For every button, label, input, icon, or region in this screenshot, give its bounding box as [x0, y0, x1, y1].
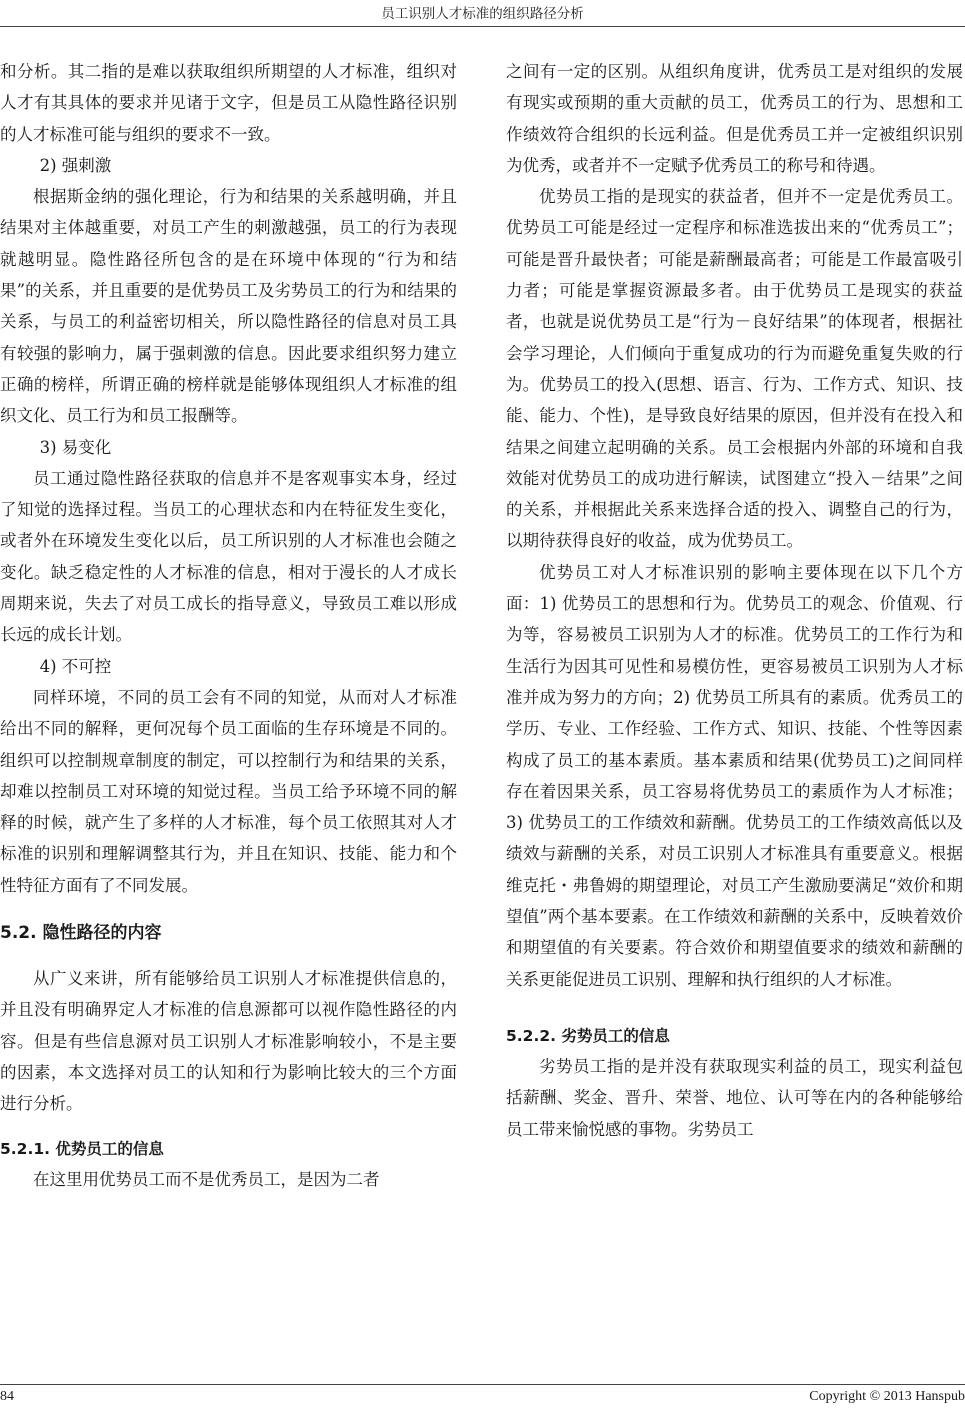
paragraph: 同样环境，不同的员工会有不同的知觉，从而对人才标准给出不同的解释，更何况每个员工面临的生存环境是不同的。组织可以控制规章制度的制定，可以控制行为和结果的关系，却难以控制员工对环境的知觉过程。当员工给予环境不同的解释的时候，就产生了多样的人才标准，每个员工依照其对人才标准的识别和理解调整其行为，并且在知识、技能、能力和个性特征方面有了不同发展。	[0, 687, 457, 895]
paragraph: 在这里用优势员工而不是优秀员工，是因为二者	[33, 1169, 380, 1189]
footer-rule	[0, 1384, 965, 1385]
copyright-notice: Copyright © 2013 Hanspub	[809, 1389, 965, 1404]
paragraph: 根据斯金纳的强化理论，行为和结果的关系越明确，并且结果对主体越重要，对员工产生的刺激越强，员工的行为表现就越明显。隐性路径所包含的是在环境中体现的“行为和结果”的关系，并且重要的是优势员工及劣势员工的行为和结果的关系，与员工的利益密切相关，所以隐性路径的信息对员工具有较强的影响力，属于强刺激的信息。因此要求组织努力建立正确的榜样，所谓正确的榜样就是能够体现组织人才标准的组织文化、员工行为和员工报酬等。	[0, 187, 457, 426]
subsection-heading: 5.2.1. 优势员工的信息	[0, 1139, 164, 1158]
paragraph: 之间有一定的区别。从组织角度讲，优秀员工是对组织的发展有现实或预期的重大贡献的员工，优秀员工的行为、思想和工作绩效符合组织的长远利益。但是优秀员工并一定被组织识别为优秀，或者并不一定赋予优秀员工的称号和待遇。	[506, 62, 963, 175]
paragraph: 劣势员工指的是并没有获取现实利益的员工，现实利益包括薪酬、奖金、晋升、荣誉、地位、认可等在内的各种能够给员工带来愉悦感的事物。劣势员工	[506, 1056, 963, 1139]
list-item-heading: 4) 不可控	[39, 656, 112, 676]
section-heading: 5.2. 隐性路径的内容	[0, 923, 162, 944]
paragraph: 和分析。其二指的是难以获取组织所期望的人才标准，组织对人才有其具体的要求并见诸于文字，但是员工从隐性路径识别的人才标准可能与组织的要求不一致。	[0, 62, 457, 144]
running-header: 员工识别人才标准的组织路径分析	[381, 6, 584, 22]
list-item-heading: 2) 强刺激	[39, 155, 112, 175]
right-column	[506, 56, 963, 1145]
paragraph: 优势员工指的是现实的获益者，但并不一定是优秀员工。优势员工可能是经过一定程序和标准选拔出来的“优秀员工”；可能是晋升最快者；可能是薪酬最高者；可能是工作最富吸引力者；可能是掌握资源最多者。由于优势员工是现实的获益者，也就是说优势员工是“行为－良好结果”的体现者，根据社会学习理论，人们倾向于重复成功的行为而避免重复失败的行为。优势员工的投入(思想、语言、行为、工作方式、知识、技能、能力、个性)，是导致良好结果的原因，但并没有在投入和结果之间建立起明确的关系。员工会根据内外部的环境和自我效能对优势员工的成功进行解读，试图建立“投入－结果”之间的关系，并根据此关系来选择合适的投入、调整自己的行为，以期待获得良好的收益，成为优势员工。	[506, 187, 963, 551]
subsection-heading: 5.2.2. 劣势员工的信息	[506, 1026, 670, 1045]
paragraph: 从广义来讲，所有能够给员工识别人才标准提供信息的，并且没有明确界定人才标准的信息源都可以视作隐性路径的内容。但是有些信息源对员工识别人才标准影响较小，不是主要的因素，本文选择对员工的认知和行为影响比较大的三个方面进行分析。	[0, 969, 457, 1114]
paragraph: 员工通过隐性路径获取的信息并不是客观事实本身，经过了知觉的选择过程。当员工的心理状态和内在特征发生变化，或者外在环境发生变化以后，员工所识别的人才标准也会随之变化。缺乏稳定性的人才标准的信息，相对于漫长的人才成长周期来说，失去了对员工成长的指导意义，导致员工难以形成长远的成长计划。	[0, 468, 457, 645]
left-column	[0, 56, 457, 1195]
paragraph: 优势员工对人才标准识别的影响主要体现在以下几个方面：1) 优势员工的思想和行为。优势员工的观念、价值观、行为等，容易被员工识别为人才的标准。优势员工的工作行为和生活行为因其可见性和易模仿性，更容易被员工识别为人才标准并成为努力的方向；2) 优势员工所具有的素质。优秀员工的学历、专业、工作经验、工作方式、知识、技能、个性等因素构成了员工的基本素质。基本素质和结果(优势员工)之间同样存在着因果关系，员工容易将优势员工的素质作为人才标准；3) 优势员工的工作绩效和薪酬。优势员工的工作绩效高低以及绩效与薪酬的关系，对员工识别人才标准具有重要意义。根据维克托・弗鲁姆的期望理论，对员工产生激励要满足“效价和期望值”两个基本要素。在工作绩效和薪酬的关系中，反映着效价和期望值的有关要素。符合效价和期望值要求的绩效和薪酬的关系更能促进员工识别、理解和执行组织的人才标准。	[506, 562, 963, 989]
header-rule	[0, 26, 965, 27]
list-item-heading: 3) 易变化	[39, 437, 112, 457]
page-number: 84	[0, 1389, 14, 1404]
